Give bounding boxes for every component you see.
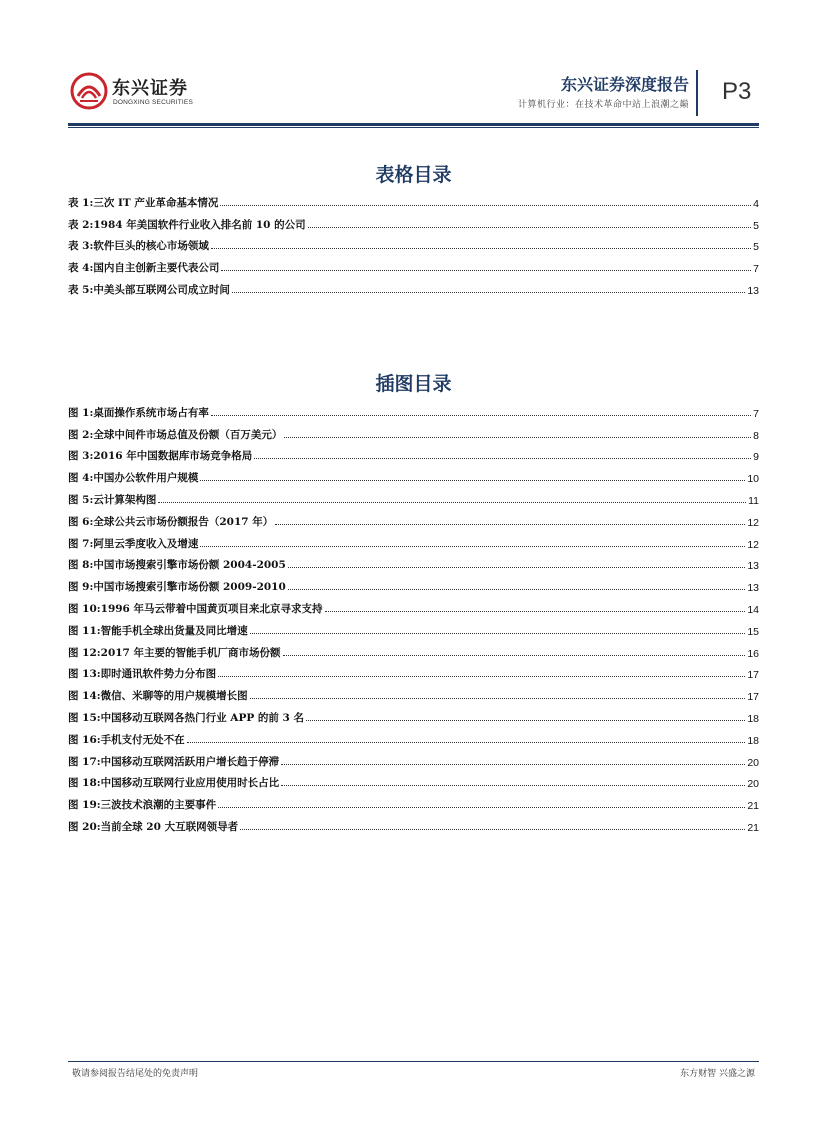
toc-leader-dots xyxy=(220,204,751,206)
toc-entry[interactable] xyxy=(68,747,759,769)
header-rule xyxy=(68,123,759,126)
toc-leader-dots xyxy=(232,291,745,293)
toc-entry[interactable] xyxy=(68,442,759,464)
toc-entry-page: 20 xyxy=(747,778,759,791)
toc-leader-dots xyxy=(325,610,746,612)
toc-leader-dots xyxy=(211,247,751,249)
toc-leader-dots xyxy=(306,719,745,721)
page-number: P3 xyxy=(722,78,752,105)
tables-toc-list xyxy=(68,188,759,297)
toc-leader-dots xyxy=(250,697,746,699)
toc-entry-label: 图 11:智能手机全球出货量及同比增速 xyxy=(68,624,248,637)
toc-entry[interactable] xyxy=(68,507,759,529)
toc-leader-dots xyxy=(158,501,746,503)
toc-entry-page: 17 xyxy=(747,691,759,704)
toc-leader-dots xyxy=(221,269,751,271)
toc-entry-page: 7 xyxy=(753,263,759,276)
toc-leader-dots xyxy=(211,414,751,416)
toc-entry-page: 14 xyxy=(747,603,759,616)
toc-entry-label: 图 18:中国移动互联网行业应用使用时长占比 xyxy=(68,777,280,790)
logo-text-en: DONGXING SECURITIES xyxy=(113,99,194,106)
toc-entry[interactable] xyxy=(68,660,759,682)
toc-leader-dots xyxy=(254,457,751,459)
toc-leader-dots xyxy=(283,654,746,656)
toc-entry[interactable] xyxy=(68,725,759,747)
toc-leader-dots xyxy=(250,632,746,634)
toc-entry[interactable] xyxy=(68,420,759,442)
toc-entry-label: 表 2:1984 年美国软件行业收入排名前 10 的公司 xyxy=(68,218,306,231)
toc-leader-dots xyxy=(200,545,745,547)
toc-entry-label: 图 15:中国移动互联网各热门行业 APP 的前 3 名 xyxy=(68,711,305,724)
toc-entry-label: 图 19:三波技术浪潮的主要事件 xyxy=(68,799,217,812)
logo-emblem-icon xyxy=(70,72,108,110)
toc-entry-page: 13 xyxy=(747,560,759,573)
toc-entry-label: 表 5:中美头部互联网公司成立时间 xyxy=(68,283,230,296)
footer-disclaimer: 敬请参阅报告结尾处的免责声明 xyxy=(72,1069,199,1079)
toc-entry-label: 表 3:软件巨头的核心市场领域 xyxy=(68,240,209,253)
toc-entry-label: 图 5:云计算架构图 xyxy=(68,493,157,506)
toc-entry-label: 图 1:桌面操作系统市场占有率 xyxy=(68,406,209,419)
toc-entry-label: 图 13:即时通讯软件势力分布图 xyxy=(68,668,217,681)
toc-leader-dots xyxy=(308,226,752,228)
toc-leader-dots xyxy=(288,566,746,568)
toc-entry[interactable] xyxy=(68,275,759,297)
toc-leader-dots xyxy=(281,784,745,786)
toc-leader-dots xyxy=(218,806,745,808)
toc-entry-label: 图 7:阿里云季度收入及增速 xyxy=(68,537,199,550)
toc-entry[interactable] xyxy=(68,638,759,660)
toc-entry[interactable] xyxy=(68,253,759,275)
toc-entry-label: 图 8:中国市场搜索引擎市场份额 2004-2005 xyxy=(68,559,286,572)
toc-entry-page: 4 xyxy=(753,197,759,210)
toc-entry[interactable] xyxy=(68,769,759,791)
toc-entry[interactable] xyxy=(68,812,759,834)
logo-text-cn: 东兴证券 xyxy=(112,78,188,99)
toc-entry-page: 17 xyxy=(747,669,759,682)
toc-entry[interactable] xyxy=(68,594,759,616)
toc-entry-page: 21 xyxy=(747,821,759,834)
report-subtitle: 计算机行业：在技术革命中站上浪潮之巅 xyxy=(517,100,689,110)
toc-leader-dots xyxy=(288,588,746,590)
toc-entry[interactable] xyxy=(68,463,759,485)
toc-entry-page: 12 xyxy=(747,538,759,551)
toc-entry-page: 9 xyxy=(753,451,759,464)
toc-entry-page: 21 xyxy=(747,800,759,813)
footer-rule xyxy=(68,1061,759,1062)
toc-entry-page: 13 xyxy=(747,582,759,595)
toc-entry[interactable] xyxy=(68,529,759,551)
toc-entry-label: 图 12:2017 年主要的智能手机厂商市场份额 xyxy=(68,646,281,659)
toc-entry[interactable] xyxy=(68,232,759,254)
figures-toc-title: 插图目录 xyxy=(375,373,452,395)
report-type-title: 东兴证券深度报告 xyxy=(560,75,689,94)
toc-entry-label: 图 16:手机支付无处不在 xyxy=(68,733,185,746)
toc-entry-page: 11 xyxy=(748,494,759,507)
toc-entry[interactable] xyxy=(68,572,759,594)
toc-entry-label: 图 2:全球中间件市场总值及份额（百万美元） xyxy=(68,428,283,441)
toc-entry-page: 18 xyxy=(747,712,759,725)
toc-entry-label: 图 17:中国移动互联网活跃用户增长趋于停滞 xyxy=(68,755,280,768)
toc-entry[interactable] xyxy=(68,703,759,725)
footer-slogan: 东方财智 兴盛之源 xyxy=(680,1069,755,1079)
toc-entry-page: 13 xyxy=(747,284,759,297)
toc-entry[interactable] xyxy=(68,790,759,812)
toc-leader-dots xyxy=(275,523,745,525)
toc-entry-page: 8 xyxy=(753,429,759,442)
toc-entry-label: 图 20:当前全球 20 大互联网领导者 xyxy=(68,820,239,833)
toc-entry-page: 20 xyxy=(747,756,759,769)
toc-entry-label: 图 9:中国市场搜索引擎市场份额 2009-2010 xyxy=(68,581,286,594)
figures-toc-list xyxy=(68,398,759,834)
toc-entry[interactable] xyxy=(68,485,759,507)
toc-entry-label: 图 14:微信、米聊等的用户规模增长图 xyxy=(68,690,248,703)
header-rule-thin xyxy=(68,127,759,128)
company-logo xyxy=(70,72,210,112)
toc-entry-label: 表 1:三次 IT 产业革命基本情况 xyxy=(68,196,219,209)
toc-leader-dots xyxy=(240,828,745,830)
toc-entry-page: 10 xyxy=(747,473,759,486)
toc-entry-page: 18 xyxy=(747,734,759,747)
toc-entry-label: 图 6:全球公共云市场份额报告（2017 年） xyxy=(68,515,274,528)
toc-entry-label: 图 4:中国办公软件用户规模 xyxy=(68,472,199,485)
toc-entry-label: 图 10:1996 年马云带着中国黄页项目来北京寻求支持 xyxy=(68,602,323,615)
toc-leader-dots xyxy=(187,741,746,743)
toc-entry[interactable] xyxy=(68,398,759,420)
toc-entry-label: 表 4:国内自主创新主要代表公司 xyxy=(68,262,220,275)
toc-entry-page: 16 xyxy=(747,647,759,660)
tables-toc-title: 表格目录 xyxy=(375,164,452,186)
toc-entry-label: 图 3:2016 年中国数据库市场竞争格局 xyxy=(68,450,253,463)
toc-entry-page: 15 xyxy=(747,625,759,638)
toc-entry[interactable] xyxy=(68,210,759,232)
toc-entry-page: 7 xyxy=(753,407,759,420)
toc-leader-dots xyxy=(281,763,745,765)
toc-entry[interactable] xyxy=(68,616,759,638)
toc-entry[interactable] xyxy=(68,188,759,210)
toc-entry[interactable] xyxy=(68,681,759,703)
header-divider xyxy=(696,70,698,116)
toc-leader-dots xyxy=(200,479,745,481)
toc-leader-dots xyxy=(218,675,745,677)
toc-entry[interactable] xyxy=(68,551,759,573)
toc-entry-page: 5 xyxy=(753,241,759,254)
toc-entry-page: 12 xyxy=(747,516,759,529)
toc-entry-page: 5 xyxy=(753,219,759,232)
toc-leader-dots xyxy=(284,436,751,438)
